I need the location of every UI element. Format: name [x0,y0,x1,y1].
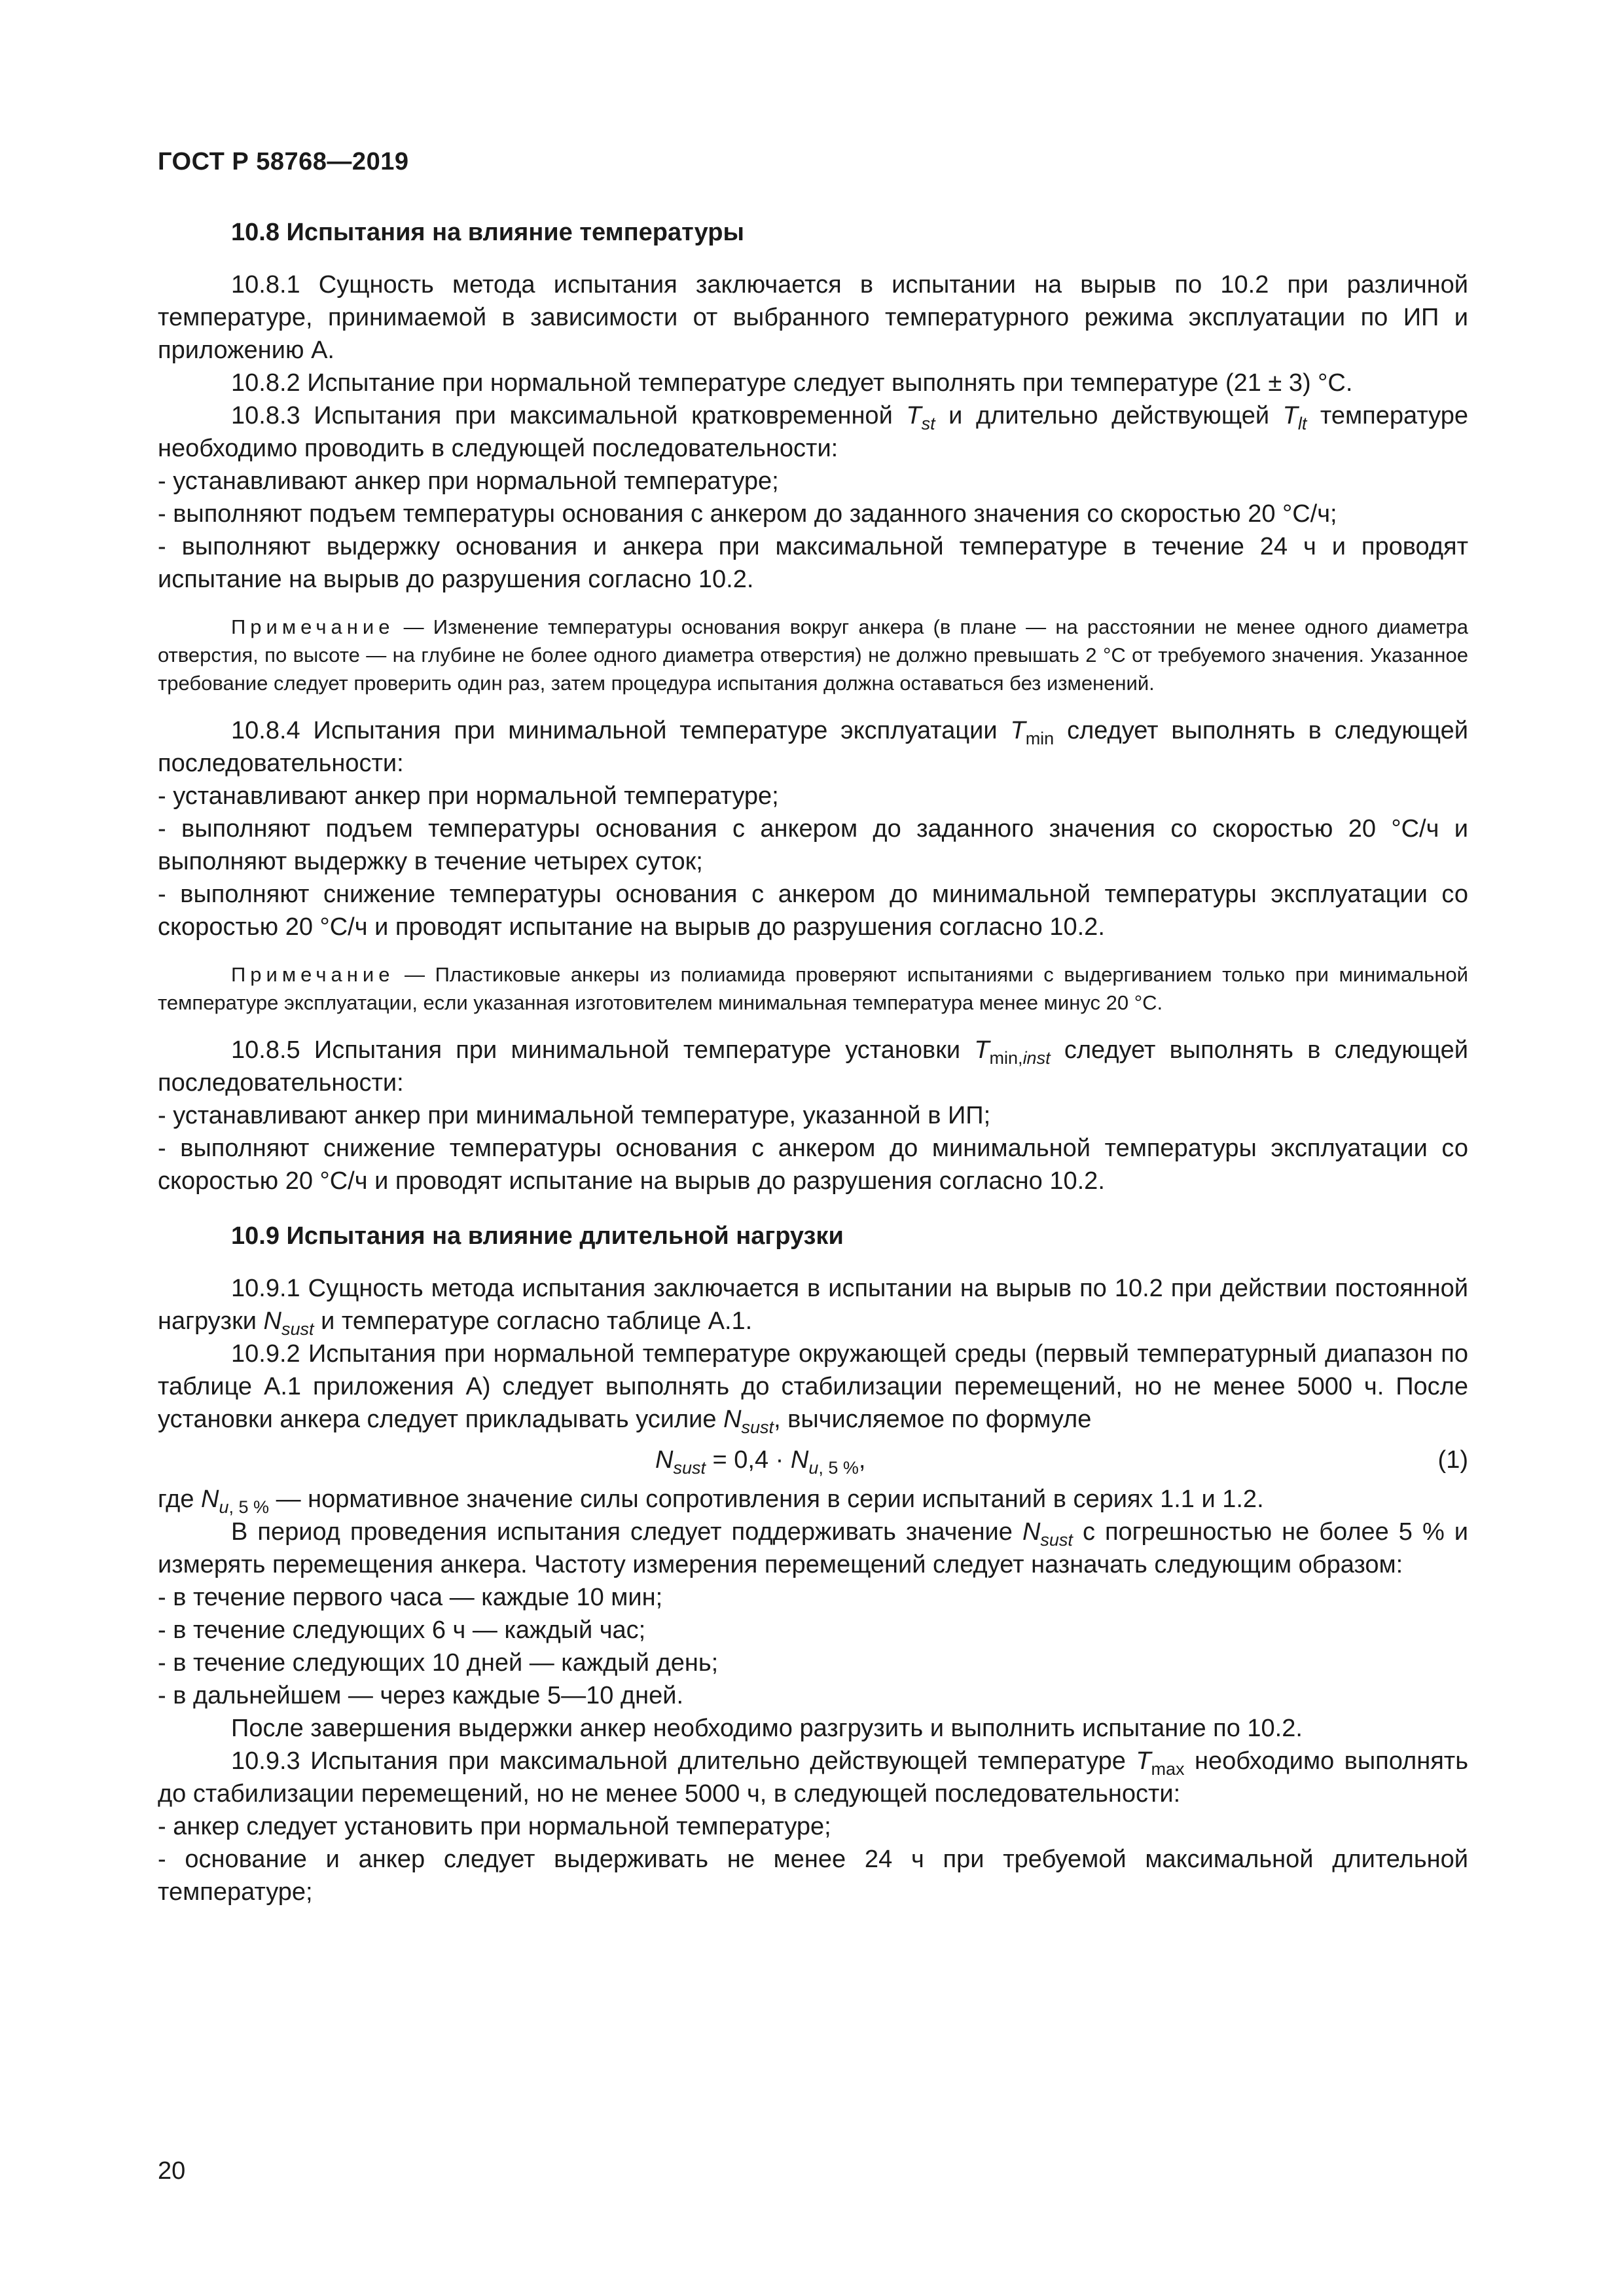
paragraph-10-8-3: 10.8.3 Испытания при максимальной кратковременной $T_{st}$ и длительно действующей $T_{lt}$ температуре необходимо проводить в следующей последовательности: [158,402,1468,462]
paragraph-10-9-1: 10.9.1 Сущность метода испытания заключается в испытании на вырыв по 10.2 при действии постоянной нагрузки $N_{sust}$ и температуре согласно таблице А.1. [158,1275,1468,1339]
formula-expression: $N_{sust} = 0,4 \cdot N_{u, 5 \%}$, [655,1446,866,1478]
page-number: 20 [158,2157,186,2185]
list-item: - выполняют подъем температуры основания с анкером до заданного значения со скоростью 20 °С/ч; [158,500,1337,528]
list-item: - анкер следует установить при нормальной температуре; [158,1813,831,1840]
note-10-8-3: Примечание — Изменение температуры основания вокруг анкера (в плане — на расстоянии не менее одного диаметра отверстия, по высоте — на глубине не более одного диаметра отверстия) не должно превышать 2 °С от требуемого значения. Указанное требование следует проверить один раз, затем процедура испытания должна оставаться без изменений. [158,615,1468,695]
paragraph-10-8-4: 10.8.4 Испытания при минимальной температуре эксплуатации $T_{min}$ следует выполнять в следующей последовательности: [158,717,1468,777]
list-item: - выполняют подъем температуры основания с анкером до заданного значения со скоростью 20 °С/ч и выполняют выдержку в течение четырех суток; [158,815,1468,875]
note-label: Примечание [231,963,395,986]
paragraph-10-9-2: 10.9.2 Испытания при нормальной температуре окружающей среды (первый температурный диапазон по таблице А.1 приложения А) следует выполнять до стабилизации перемещений, но не менее 5000 ч. После установки анкера следует прикладывать усилие $N_{sust}$, вычисляемое по формуле [158,1340,1468,1437]
note-10-8-4: Примечание — Пластиковые анкеры из полиамида проверяют испытаниями с выдергиванием только при минимальной температуре эксплуатации, если указанная изготовителем минимальная температура менее минус 20 °С. [158,963,1468,1014]
formula-explanation: где $N_{u, 5 \%}$ — нормативное значение силы сопротивления в серии испытаний в сериях 1.1 и 1.2. [158,1485,1264,1517]
paragraph-10-8-2: 10.8.2 Испытание при нормальной температуре следует выполнять при температуре (21 ± 3) °С. [231,369,1353,397]
list-item: - основание и анкер следует выдерживать не менее 24 ч при требуемой максимальной длительной температуре; [158,1846,1468,1906]
list-item: - выполняют снижение температуры основания с анкером до минимальной температуры эксплуатации со скоростью 20 °С/ч и проводят испытание на вырыв до разрушения согласно 10.2. [158,881,1468,941]
list-item: - в течение первого часа — каждые 10 мин; [158,1584,663,1611]
list-item: - устанавливают анкер при нормальной температуре; [158,782,779,810]
document-header: ГОСТ Р 58768—2019 [158,148,409,175]
list-item: - выполняют снижение температуры основания с анкером до минимальной температуры эксплуатации со скоростью 20 °С/ч и проводят испытание на вырыв до разрушения согласно 10.2. [158,1135,1468,1195]
paragraph-10-8-5: 10.8.5 Испытания при минимальной температуре установки $T_{min,inst}$ следует выполнять в следующей последовательности: [158,1036,1468,1097]
paragraph-unload: После завершения выдержки анкер необходимо разгрузить и выполнить испытание по 10.2. [231,1715,1303,1742]
list-item: - в течение следующих 6 ч — каждый час; [158,1616,646,1644]
formula-1 [158,1444,1468,1483]
list-item: - выполняют выдержку основания и анкера при максимальной температуре в течение 24 ч и проводят испытание на вырыв до разрушения согласно 10.2. [158,533,1468,593]
paragraph-10-8-1: 10.8.1 Сущность метода испытания заключается в испытании на вырыв по 10.2 при различной температуре, принимаемой в зависимости от выбранного температурного режима эксплуатации по ИП и приложению А. [158,271,1468,364]
section-heading-10-8: 10.8 Испытания на влияние температуры [231,219,744,246]
formula-number: (1) [1437,1446,1468,1474]
list-item: - в дальнейшем — через каждые 5—10 дней. [158,1682,684,1709]
list-item: - устанавливают анкер при нормальной температуре; [158,467,779,495]
note-label: Примечание [231,615,395,638]
section-heading-10-9: 10.9 Испытания на влияние длительной нагрузки [231,1222,844,1250]
list-item: - устанавливают анкер при минимальной температуре, указанной в ИП; [158,1102,991,1129]
paragraph-10-9-2-continued: В период проведения испытания следует поддерживать значение $N_{sust}$ с погрешностью не более 5 % и измерять перемещения анкера. Частоту измерения перемещений следует назначать следующим образом: [158,1518,1468,1578]
paragraph-10-9-3: 10.9.3 Испытания при максимальной длительно действующей температуре $T_{max}$ необходимо выполнять до стабилизации перемещений, но не менее 5000 ч, в следующей последовательности: [158,1747,1468,1808]
document-body [158,216,1468,1908]
list-item: - в течение следующих 10 дней — каждый день; [158,1649,719,1677]
